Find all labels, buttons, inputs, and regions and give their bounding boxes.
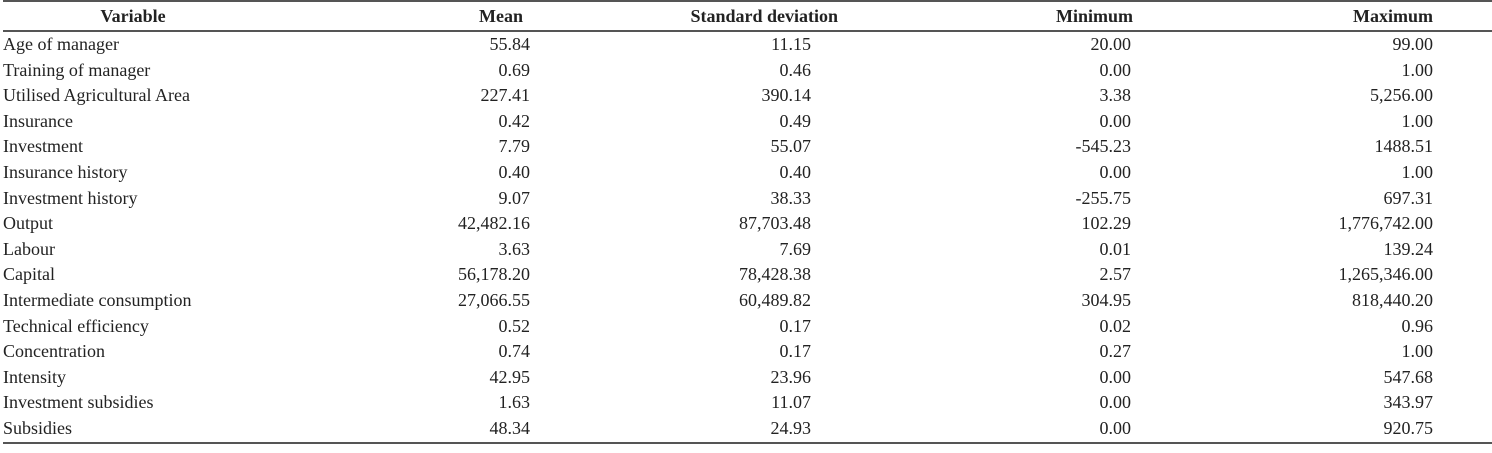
cell-standard-deviation: 78,428.38 (739, 264, 811, 285)
table-row (3, 288, 1492, 314)
cell-variable: Intermediate consumption (3, 289, 192, 310)
cell-standard-deviation: 0.46 (779, 59, 811, 80)
cell-mean: 0.52 (498, 315, 530, 336)
cell-variable: Technical efficiency (3, 315, 149, 336)
cell-minimum: -545.23 (1075, 136, 1131, 157)
cell-variable: Age of manager (3, 34, 119, 54)
cell-minimum: 0.27 (1099, 341, 1131, 362)
table-row (3, 262, 1492, 288)
cell-maximum: 1.00 (1401, 59, 1433, 80)
cell-maximum: 1.00 (1401, 341, 1433, 362)
cell-maximum: 1.00 (1401, 161, 1433, 182)
cell-variable: Investment subsidies (3, 392, 154, 413)
cell-mean: 227.41 (480, 85, 530, 106)
cell-minimum: 0.00 (1099, 161, 1131, 182)
cell-maximum: 99.00 (1392, 34, 1433, 54)
cell-maximum: 818,440.20 (1352, 289, 1433, 310)
cell-standard-deviation: 11.07 (771, 392, 811, 413)
cell-maximum: 1488.51 (1374, 136, 1433, 157)
cell-mean: 48.34 (489, 417, 530, 438)
table-row (3, 160, 1492, 186)
cell-mean: 7.79 (498, 136, 530, 157)
cell-mean: 0.74 (498, 341, 530, 362)
cell-minimum: 0.01 (1099, 238, 1131, 259)
table-row (3, 365, 1492, 391)
cell-standard-deviation: 0.17 (779, 315, 811, 336)
cell-minimum: -255.75 (1075, 187, 1131, 208)
table-row (3, 58, 1492, 84)
cell-maximum: 547.68 (1383, 366, 1433, 387)
cell-maximum: 920.75 (1383, 417, 1433, 438)
cell-standard-deviation: 24.93 (770, 417, 811, 438)
cell-variable: Subsidies (3, 417, 73, 438)
cell-variable: Investment (3, 136, 83, 157)
cell-mean: 42,482.16 (458, 213, 530, 234)
descriptive-statistics-table (3, 0, 1492, 444)
cell-mean: 3.63 (498, 238, 530, 259)
cell-standard-deviation: 38.33 (770, 187, 811, 208)
header-mean: Mean (479, 5, 523, 26)
header-standard-deviation: Standard deviation (690, 5, 838, 26)
cell-standard-deviation: 60,489.82 (739, 289, 811, 310)
cell-variable: Capital (3, 264, 55, 285)
cell-standard-deviation: 0.40 (779, 161, 811, 182)
cell-mean: 9.07 (498, 187, 530, 208)
table-row (3, 390, 1492, 416)
cell-mean: 0.69 (498, 59, 530, 80)
cell-minimum: 102.29 (1081, 213, 1131, 234)
cell-variable: Utilised Agricultural Area (3, 85, 190, 106)
cell-variable: Intensity (3, 366, 66, 387)
table-row (3, 211, 1492, 237)
cell-maximum: 5,256.00 (1370, 85, 1433, 106)
cell-mean: 1.63 (498, 392, 530, 413)
cell-mean: 56,178.20 (458, 264, 530, 285)
cell-maximum: 0.96 (1401, 315, 1433, 336)
cell-mean: 55.84 (489, 34, 530, 54)
table-row (3, 186, 1492, 212)
cell-standard-deviation: 7.69 (779, 238, 811, 259)
table-body (3, 31, 1492, 443)
cell-mean: 0.42 (498, 110, 530, 131)
cell-standard-deviation: 390.14 (761, 85, 811, 106)
cell-variable: Insurance (3, 110, 73, 131)
cell-variable: Labour (3, 238, 55, 259)
header-maximum: Maximum (1353, 5, 1433, 26)
cell-minimum: 304.95 (1081, 289, 1131, 310)
table-row (3, 31, 1492, 58)
cell-minimum: 0.00 (1099, 59, 1131, 80)
table-row (3, 416, 1492, 443)
cell-standard-deviation: 55.07 (770, 136, 811, 157)
cell-variable: Insurance history (3, 161, 128, 182)
cell-standard-deviation: 23.96 (770, 366, 811, 387)
cell-variable: Investment history (3, 187, 138, 208)
table-row (3, 339, 1492, 365)
cell-maximum: 697.31 (1383, 187, 1433, 208)
cell-maximum: 1.00 (1401, 110, 1433, 131)
cell-maximum: 1,265,346.00 (1338, 264, 1433, 285)
cell-mean: 42.95 (489, 366, 530, 387)
cell-standard-deviation: 11.15 (771, 34, 811, 54)
cell-minimum: 2.57 (1099, 264, 1131, 285)
table-row (3, 109, 1492, 135)
header-minimum: Minimum (1055, 5, 1133, 26)
cell-minimum: 0.02 (1099, 315, 1131, 336)
cell-minimum: 0.00 (1099, 110, 1131, 131)
cell-mean: 27,066.55 (458, 289, 530, 310)
cell-minimum: 20.00 (1090, 34, 1131, 54)
table-row (3, 237, 1492, 263)
table-row (3, 314, 1492, 340)
cell-standard-deviation: 0.17 (779, 341, 811, 362)
table-row (3, 134, 1492, 160)
cell-standard-deviation: 87,703.48 (739, 213, 811, 234)
cell-variable: Output (3, 213, 54, 234)
cell-maximum: 343.97 (1383, 392, 1433, 413)
cell-minimum: 3.38 (1099, 85, 1131, 106)
table-row (3, 83, 1492, 109)
cell-minimum: 0.00 (1099, 366, 1131, 387)
cell-minimum: 0.00 (1099, 417, 1131, 438)
table-header-row (3, 1, 1492, 31)
header-variable: Variable (100, 5, 166, 26)
cell-standard-deviation: 0.49 (779, 110, 811, 131)
cell-variable: Concentration (3, 341, 105, 362)
cell-variable: Training of manager (3, 59, 151, 80)
cell-maximum: 139.24 (1383, 238, 1433, 259)
cell-maximum: 1,776,742.00 (1338, 213, 1433, 234)
cell-mean: 0.40 (498, 161, 530, 182)
cell-minimum: 0.00 (1099, 392, 1131, 413)
